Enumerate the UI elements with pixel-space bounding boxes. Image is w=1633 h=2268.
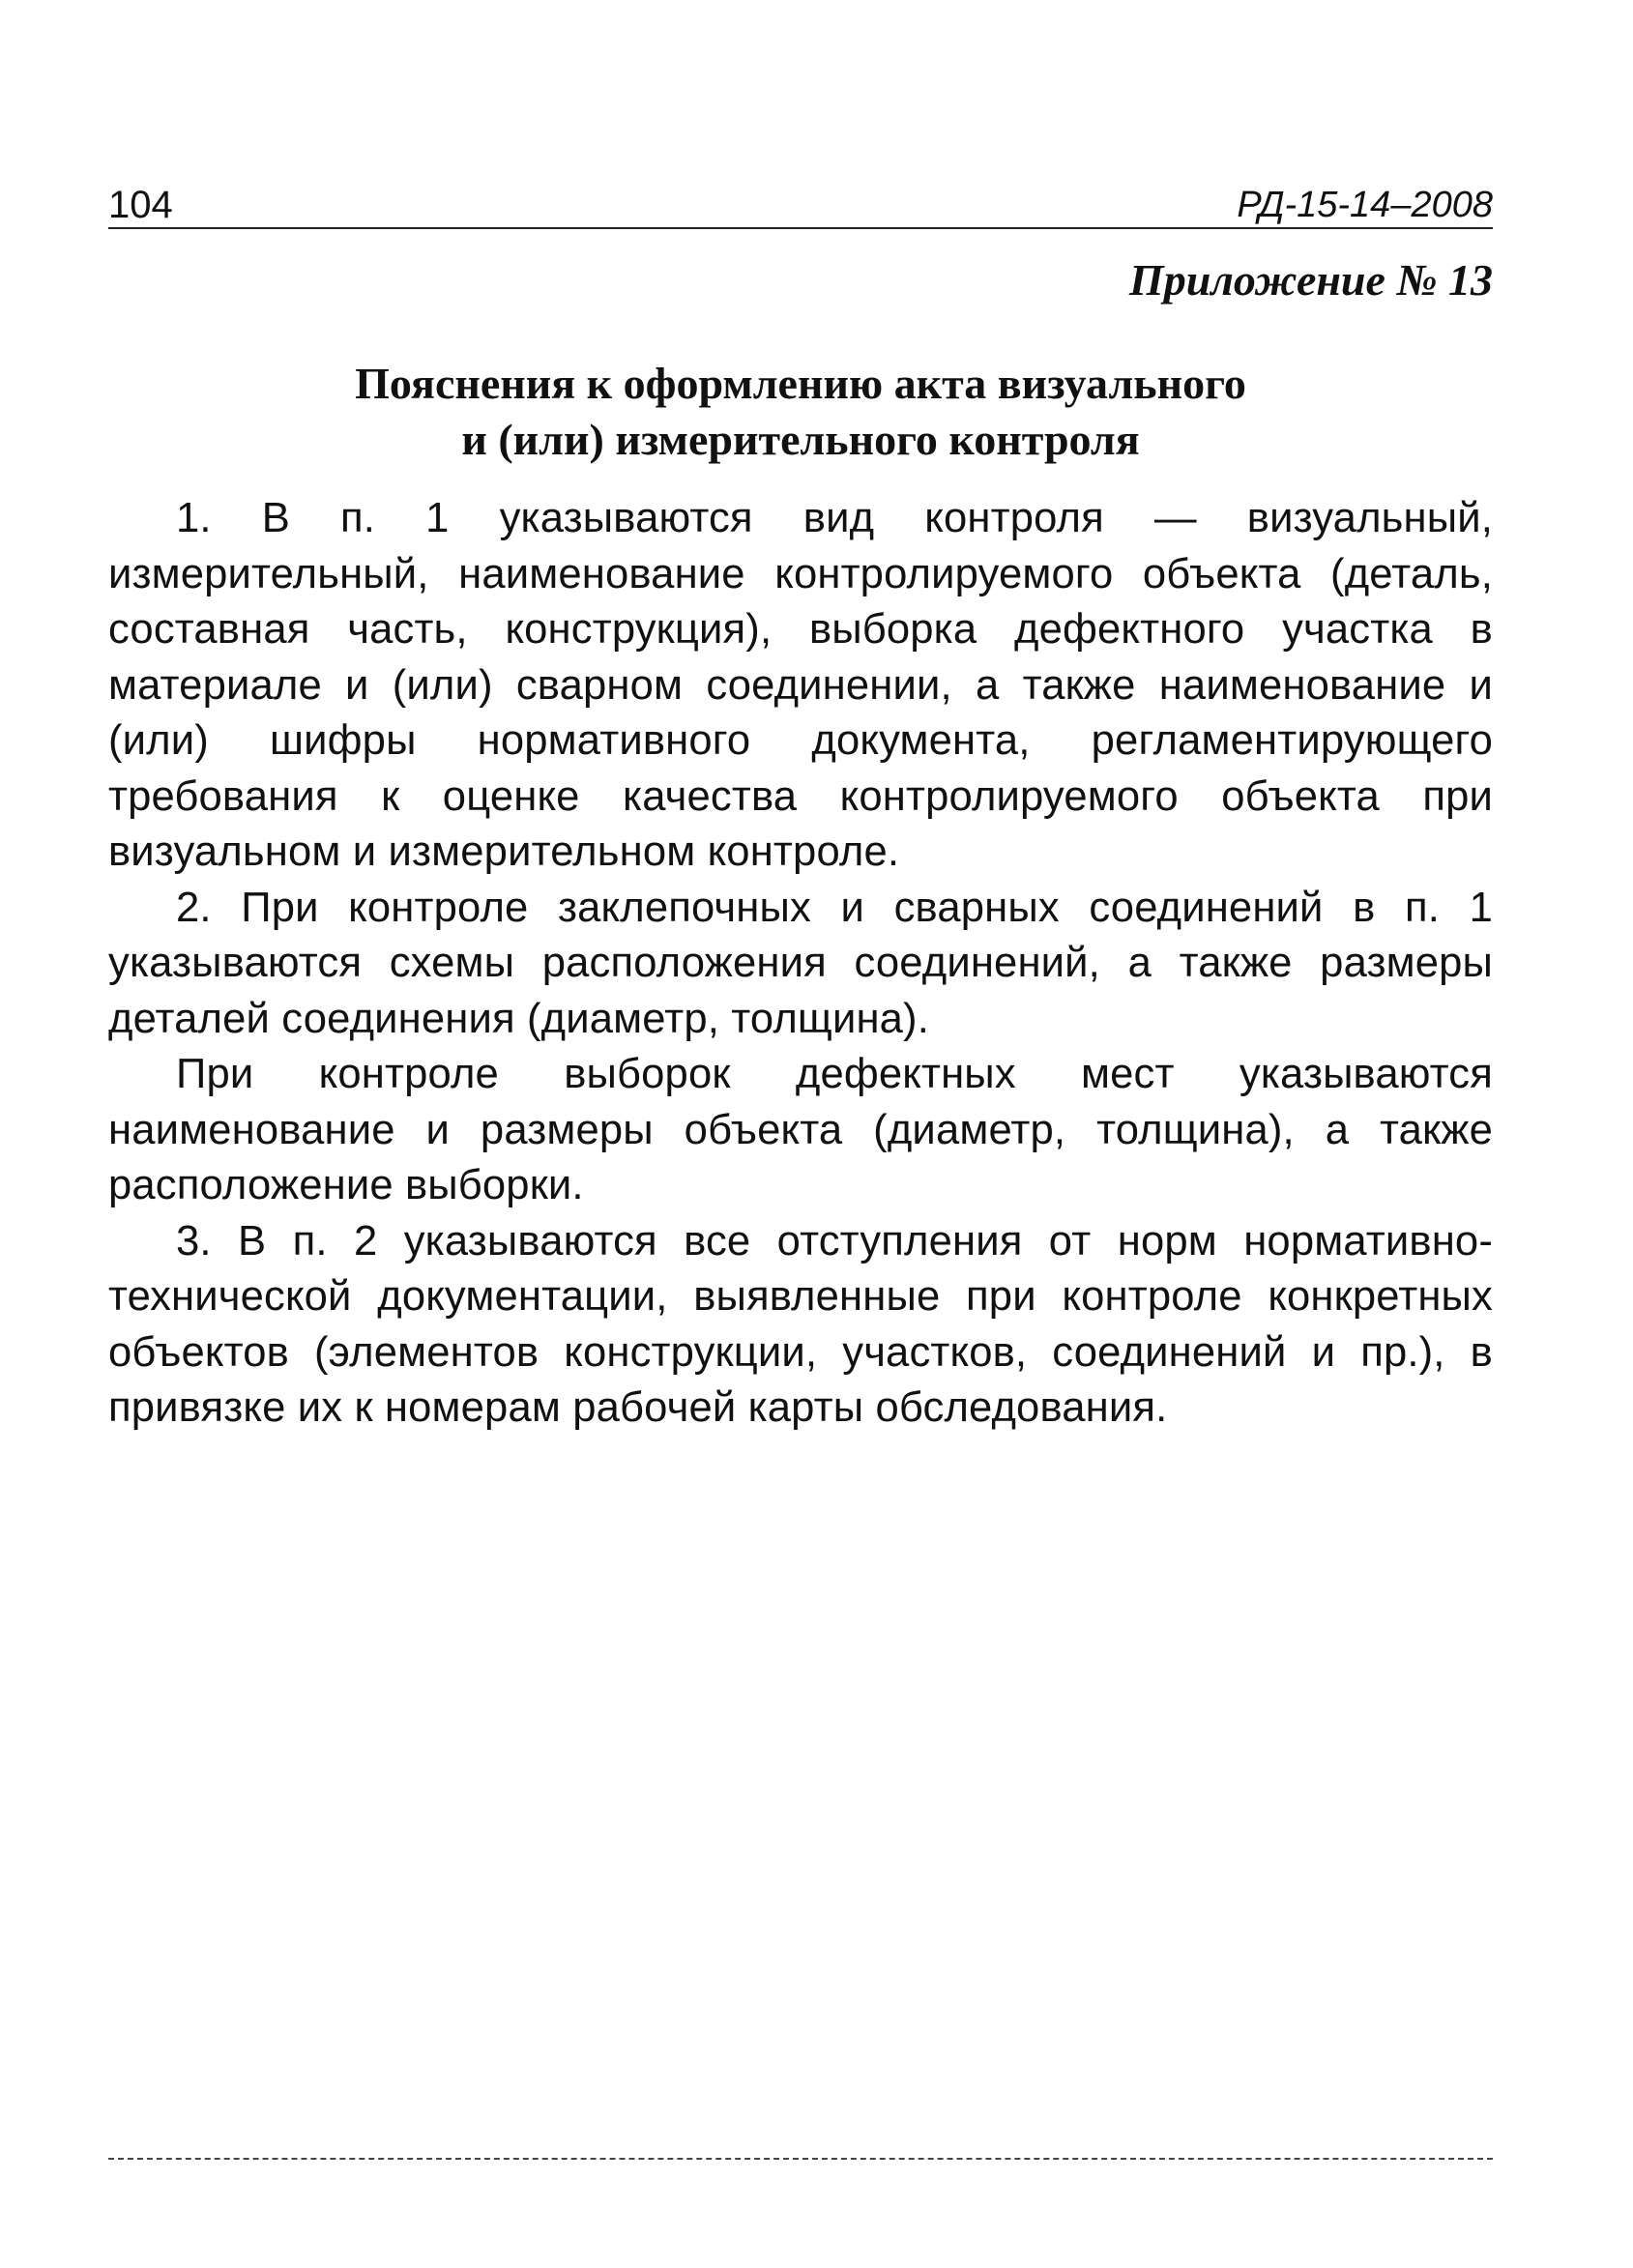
paragraph-2: 2. При контроле заклепочных и сварных соединений в п. 1 указываются схемы расположения соединений, а также размеры деталей соединения (диаметр, толщина). (108, 884, 1493, 1042)
paragraph-3: При контроле выборок дефектных мест указываются наименование и размеры объекта (диаметр, толщина), а также расположение выборки. (108, 1051, 1493, 1208)
title-line-1: Пояснения к оформлению акта визуального (355, 359, 1246, 408)
document-title (108, 356, 1493, 468)
document-code: РД-15-14–2008 (1237, 185, 1493, 225)
body-text (108, 491, 1493, 1437)
header-divider (108, 227, 1493, 229)
paragraph-4: 3. В п. 2 указываются все отступления от норм нормативно-технической документации, выявленные при контроле конкретных объектов (элементов конструкции, участков, соединений и пр.), в привязке их к номерам рабочей карты обследования. (108, 1217, 1493, 1431)
title-line-2: и (или) измерительного контроля (461, 415, 1140, 464)
appendix-label: Приложение № 13 (1128, 255, 1493, 305)
footer-divider (108, 2158, 1493, 2160)
paragraph-1: 1. В п. 1 указываются вид контроля — визуальный, измерительный, наименование контролируемого объекта (деталь, составная часть, конструкция), выборка дефектного участка в материале и (или) сварном соединении, а также наименование и (или) шифры нормативного документа, регламентирующего требования к оценке качества контролируемого объекта при визуальном и измерительном контроле. (108, 495, 1493, 875)
page-header (108, 182, 1493, 230)
page-number: 104 (108, 184, 173, 226)
